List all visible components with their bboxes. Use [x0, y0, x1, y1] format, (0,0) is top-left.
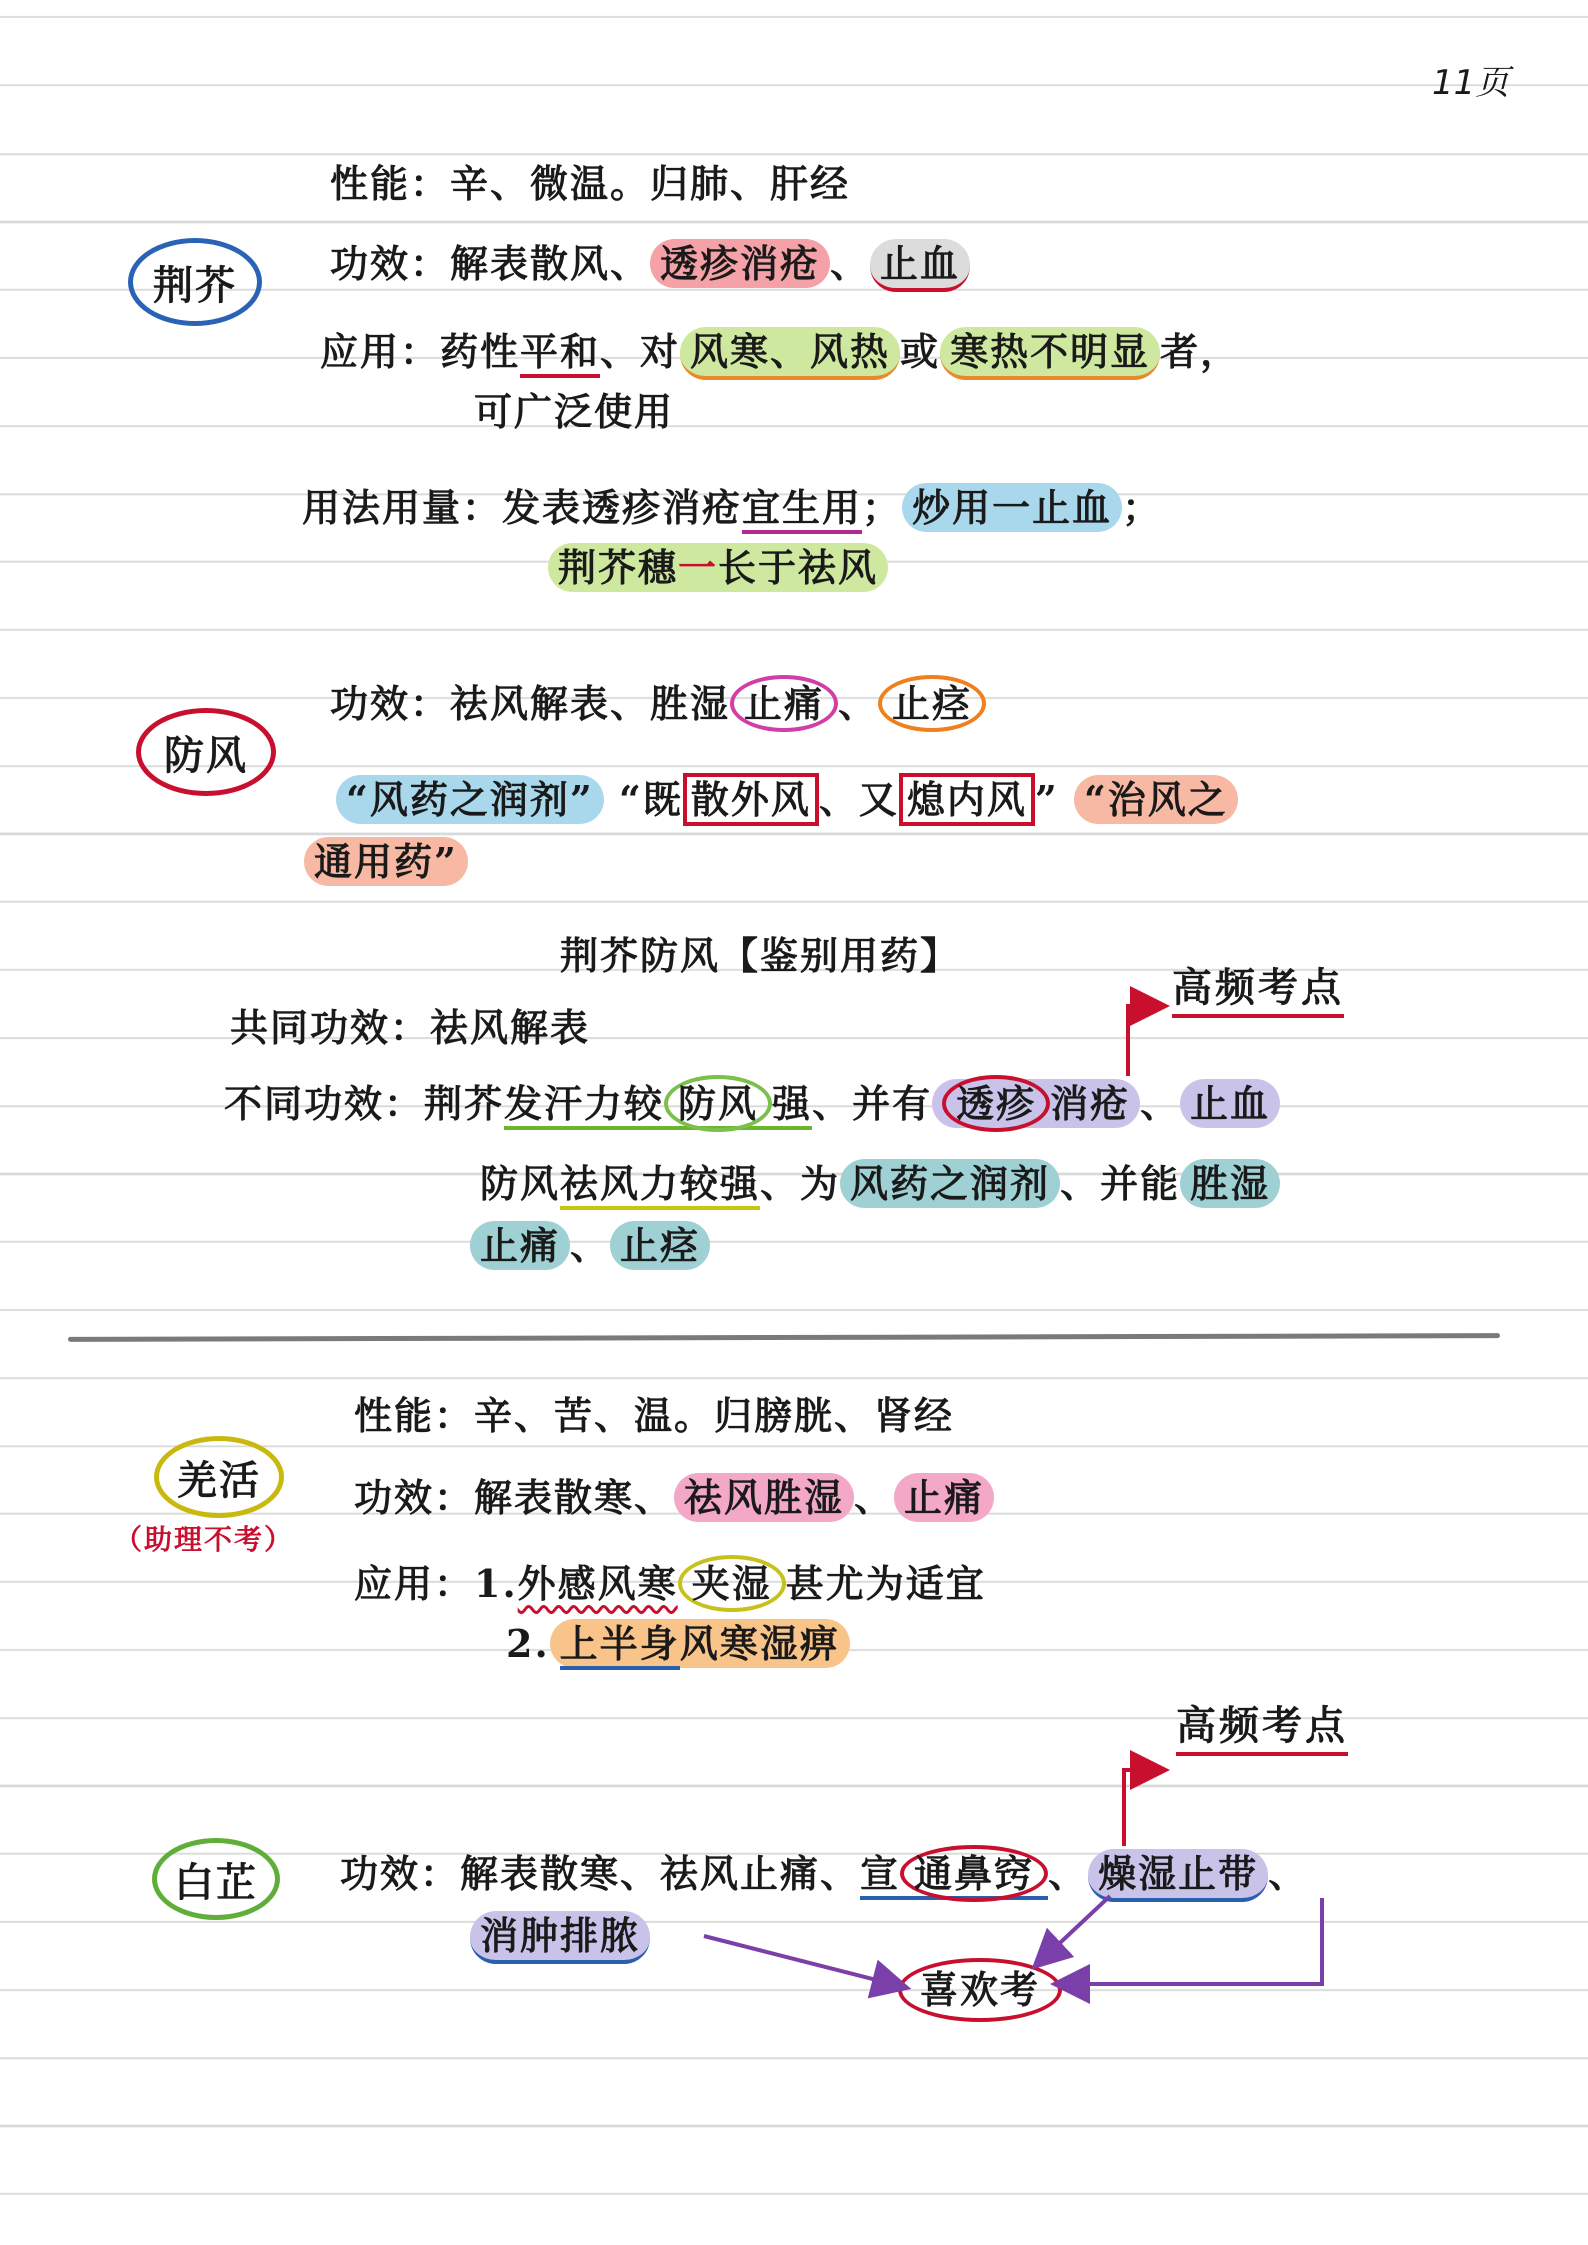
- xuan-text: 宣: [860, 1851, 901, 1896]
- arrow-touzhen-to-annotation: [1128, 1006, 1150, 1076]
- arrow-xiaozhong-to-target: [704, 1936, 892, 1984]
- circle-jiashi: 夹湿: [678, 1555, 786, 1612]
- usage-sep-2: ；: [1122, 485, 1163, 530]
- usage-text: 发表透疹消疮: [502, 485, 743, 530]
- circle-tongbiqiao: 通鼻窍: [900, 1845, 1048, 1902]
- note-assistant-not-tested: （助理不考）: [114, 1523, 295, 1556]
- highlight-touzhen: 透疹消疮: [650, 239, 830, 288]
- sep: 、: [854, 1475, 895, 1520]
- sep: 、: [570, 1223, 611, 1268]
- num-2: 2.: [506, 1621, 550, 1666]
- arrow-tongbiqiao-to-target: [1046, 1896, 1110, 1956]
- herb-label-jingjie: 荆芥: [128, 238, 262, 326]
- usage-label: 用法用量：: [302, 485, 503, 530]
- highlight-zhixue-2: 止血: [1180, 1079, 1280, 1128]
- app-label: 应用：1.: [354, 1561, 518, 1606]
- highlight-zhijing: 止痉: [610, 1221, 710, 1270]
- baizhi-effects-text: 功效：解表散寒、祛风止痛、: [340, 1851, 861, 1896]
- app-text-c: 、对: [600, 329, 681, 374]
- common-effects: 共同功效：祛风解表: [230, 1005, 591, 1050]
- bingyou-text: 、并有: [812, 1081, 933, 1126]
- app-end: 甚尤为适宜: [785, 1561, 986, 1606]
- highlight-zhitong-2: 止痛: [894, 1473, 994, 1522]
- qianghuo-properties: 性能：辛、苦、温。归膀胱、肾经: [354, 1393, 955, 1438]
- sep-2: 、: [1268, 1851, 1309, 1896]
- sep: 、: [1140, 1081, 1181, 1126]
- herb-label-fangfeng: 防风: [136, 708, 276, 796]
- box-xineifeng: 熄内风: [899, 773, 1035, 826]
- fenghanshibi: 风寒湿痹: [679, 1621, 840, 1666]
- wei-text: 、为: [760, 1161, 841, 1206]
- circle-fangfeng: 防风: [664, 1075, 772, 1132]
- underline-pinghe: 平和: [520, 329, 600, 378]
- sep: 、: [830, 241, 871, 286]
- sep: 、: [838, 681, 879, 726]
- highlight-fenghan-fengre: 风寒、风热: [680, 327, 900, 380]
- dash: 一: [678, 545, 719, 590]
- highlight-shengshi: 胜湿: [1180, 1159, 1280, 1208]
- quote-ji: “既: [618, 777, 683, 822]
- underline-qufeng: 祛风力较强: [560, 1161, 760, 1210]
- herb-label-baizhi: 白芷: [152, 1838, 280, 1920]
- highlight-tongyongyao: 通用药”: [304, 837, 468, 886]
- arrow-zaoshi-to-target: [1070, 1898, 1322, 1984]
- underline-shangbanshen: 上半身: [560, 1621, 680, 1670]
- herb-label-qianghuo: 羌活: [154, 1436, 284, 1518]
- jingjie-application-2: 可广泛使用: [474, 389, 675, 434]
- usage-sep: ；: [862, 485, 903, 530]
- diff-label: 不同功效：荆芥: [224, 1081, 505, 1126]
- highlight-zhixue: 止血: [870, 239, 970, 292]
- underline-yishengyong: 宜生用: [742, 485, 862, 534]
- highlight-runji: “风药之润剂”: [336, 775, 604, 824]
- highlight-runji-2: 风药之润剂: [840, 1159, 1060, 1208]
- jingjie-properties: 性能：辛、微温。归肺、肝经: [330, 161, 851, 206]
- page-number: 11页: [1432, 63, 1510, 103]
- quote-you: 、又: [818, 777, 899, 822]
- highlight-hanre-bumingxian: 寒热不明显: [940, 327, 1160, 380]
- fahan-text: 发汗力较: [504, 1081, 665, 1126]
- xiaochuang-text: 消疮: [1050, 1081, 1131, 1126]
- circle-zhijing: 止痉: [878, 675, 986, 732]
- jingjiesui-text: 荆芥穗: [558, 545, 679, 590]
- jingjiesui-text-2: 长于祛风: [718, 545, 879, 590]
- highlight-zhitong: 止痛: [470, 1221, 570, 1270]
- fangfeng-effects-text: 功效：祛风解表、胜湿: [330, 681, 731, 726]
- highlight-xiaozhong: 消肿排脓: [470, 1911, 650, 1964]
- bingneng-text: 、并能: [1060, 1161, 1181, 1206]
- jingjie-effects-text: 功效：解表散风、: [330, 241, 651, 286]
- annotation-high-frequency-1: 高频考点: [1172, 962, 1344, 1018]
- highlight-qufeng-shengshi: 祛风胜湿: [674, 1473, 854, 1522]
- app-text-e: 或: [900, 329, 941, 374]
- sep: 、: [1048, 1851, 1089, 1896]
- app-text-a: 应用：药性: [320, 329, 521, 374]
- circle-xihuankao: 喜欢考: [898, 1958, 1062, 2022]
- highlight-zhifeng: “治风之: [1074, 775, 1238, 824]
- highlight-zaoshi: 燥湿止带: [1088, 1849, 1268, 1902]
- app-text-g: 者，: [1160, 329, 1241, 374]
- circle-touzhen: 透疹: [942, 1075, 1050, 1132]
- fangfeng-text: 防风: [480, 1161, 561, 1206]
- box-sanwaifeng: 散外风: [683, 773, 819, 826]
- qianghuo-effects-text: 功效：解表散寒、: [354, 1475, 675, 1520]
- comparison-title: 荆芥防风【鉴别用药】: [560, 933, 961, 978]
- qiang-text: 强: [772, 1081, 813, 1126]
- highlight-chaoyong: 炒用一止血: [902, 483, 1122, 532]
- circle-zhitong: 止痛: [730, 675, 838, 732]
- annotation-high-frequency-2: 高频考点: [1176, 1700, 1348, 1756]
- wavy-waiganfenghan: 外感风寒: [517, 1561, 678, 1606]
- quote-end: ”: [1034, 777, 1059, 822]
- arrow-tongbiqiao-to-annotation: [1124, 1770, 1150, 1846]
